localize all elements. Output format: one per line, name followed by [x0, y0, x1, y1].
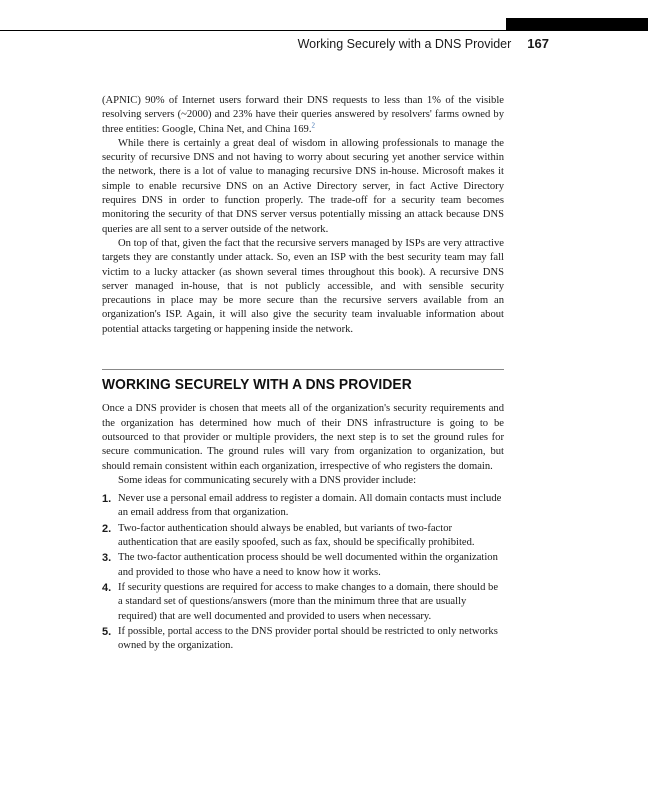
page-body [102, 94, 504, 654]
list-number: 1. [102, 493, 112, 506]
section-heading: WORKING SECURELY WITH A DNS PROVIDER [102, 376, 412, 394]
list-item [102, 492, 504, 521]
list-text: Never use a personal email address to register a domain. All domain contacts must include an email address from that organization. [118, 493, 502, 519]
page-number: 167 [527, 36, 549, 51]
paragraph-text: (APNIC) 90% of Internet users forward their DNS requests to less than 1% of the visible resolving servers (~2000) and 23% have their queries answered by resolvers' farms owned by three entities: Google, China Net, and China 169. [102, 95, 504, 135]
list-text: The two-factor authentication process should be well documented within the organization and provided to those who have a need to know how it works. [118, 552, 498, 578]
header-rule [0, 30, 648, 31]
paragraph-continued [102, 94, 504, 137]
list-number: 3. [102, 552, 112, 565]
list-item [102, 581, 504, 624]
paragraph: Once a DNS provider is chosen that meets all of the organization's security requirements and the organization has determined how much of their DNS infrastructure is going to be outsourced to that provider or multiple providers, the next step is to set the ground rules for secure communication. The ground rules will vary from organization to organization, but should remain consistent within each organization, irrespective of who registers the domain. [102, 403, 504, 472]
list-item [102, 551, 504, 580]
section-working-securely [102, 369, 504, 653]
running-head [0, 36, 549, 51]
numbered-list [102, 492, 504, 653]
list-number: 2. [102, 522, 112, 535]
list-item [102, 522, 504, 551]
list-number: 4. [102, 581, 112, 594]
list-text: Two-factor authentication should always be enabled, but variants of two-factor authentication that are easily spoofed, such as fax, should be specifically prohibited. [118, 522, 475, 549]
list-number: 5. [102, 625, 112, 638]
running-title: Working Securely with a DNS Provider [297, 37, 512, 51]
list-text: If possible, portal access to the DNS provider portal should be restricted to only networks owned by the organization. [118, 625, 498, 652]
list-text: If security questions are required for access to make changes to a domain, there should be a standard set of questions/answers (more than the minimum three that are usually required) that are well documented and provided to users when necessary. [118, 581, 499, 622]
paragraph: On top of that, given the fact that the recursive servers managed by ISPs are very attractive targets they are constantly under attack. So, even an ISP with the best security team may fall victim to a lucky attacker (as shown several times throughout this book). A recursive DNS server managed in-house, that is not publicly accessible, and with sensible security precautions in place may be more secure than the recursive servers available from an organization's ISP. Again, it will also give the security team invaluable information about potential attacks targeting or happening inside the network. [102, 237, 504, 335]
paragraph: Some ideas for communicating securely with a DNS provider include: [118, 474, 417, 486]
paragraph: While there is certainly a great deal of wisdom in allowing professionals to manage the security of recursive DNS and not having to worry about securing yet another service within the network, there is a lot of value to managing recursive DNS in-house. Microsoft makes it simple to enable recursive DNS on an Active Directory server, in fact Active Directory requires DNS in order to function properly. The trade-off for a security team becomes monitoring the security of that DNS server versus potentially missing an attack because DNS queries are all sent to a server outside of the network. [102, 137, 504, 235]
list-item [102, 625, 504, 654]
footnote-marker[interactable]: 2 [311, 121, 315, 130]
